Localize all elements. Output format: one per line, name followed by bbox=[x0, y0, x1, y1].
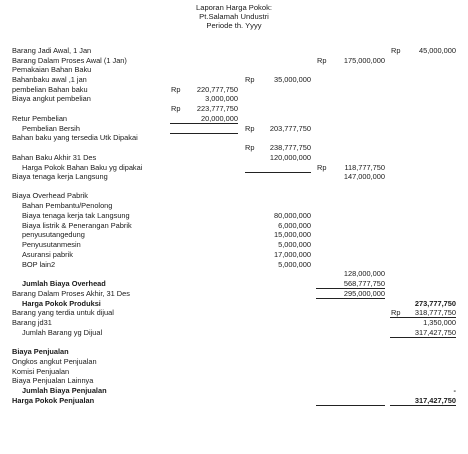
row-label: Bahan Pembantu/Penolong bbox=[22, 201, 113, 210]
currency-label: Rp bbox=[245, 75, 255, 84]
amount-value: 1,350,000 bbox=[423, 318, 456, 327]
amount-value: 147,000,000 bbox=[343, 172, 385, 181]
row-label: penyusutangedung bbox=[22, 230, 85, 239]
row-label: BOP lain2 bbox=[22, 260, 56, 269]
row-label: Jumlah Biaya Overhead bbox=[22, 279, 106, 288]
row-label: pembelian Bahan baku bbox=[12, 85, 88, 94]
row-label: Harga Pokok Bahan Baku yg dipakai bbox=[22, 163, 143, 172]
row-label: Biaya tenaga kerja tak Langsung bbox=[22, 211, 130, 220]
amount-value: 175,000,000 bbox=[343, 56, 385, 65]
subtotal-rule bbox=[316, 298, 385, 299]
row-label: Bahanbaku awal ,1 jan bbox=[12, 75, 87, 84]
company-name: Pt.Salamah Undustri bbox=[199, 12, 269, 21]
subtotal-rule bbox=[316, 405, 385, 406]
row-label: Ongkos angkut Penjualan bbox=[12, 357, 97, 366]
row-label: Harga Pokok Penjualan bbox=[12, 396, 95, 405]
currency-label: Rp bbox=[391, 308, 401, 317]
subtotal-rule bbox=[170, 133, 238, 134]
amount-value: 128,000,000 bbox=[343, 269, 385, 278]
row-label: Jumlah Barang yg Dijual bbox=[22, 328, 103, 337]
amount-value: 120,000,000 bbox=[269, 153, 311, 162]
amount-value: 568,777,750 bbox=[343, 279, 385, 288]
row-label: Biaya angkut pembelian bbox=[12, 94, 91, 103]
currency-label: Rp bbox=[245, 124, 255, 133]
row-label: Biaya Penjualan bbox=[12, 347, 69, 356]
currency-label: Rp bbox=[245, 143, 255, 152]
row-label: Barang Jadi Awal, 1 Jan bbox=[12, 46, 92, 55]
row-label: Barang Dalam Proses Awal (1 Jan) bbox=[12, 56, 127, 65]
row-label: Pembelian Bersih bbox=[22, 124, 80, 133]
row-label: Barang yang terdia untuk dijual bbox=[12, 308, 114, 317]
row-label: Bahan baku yang tersedia Utk Dipakai bbox=[12, 133, 138, 142]
row-label: Biaya listrik & Penerangan Pabrik bbox=[22, 221, 132, 230]
row-label: Retur Pembelian bbox=[12, 114, 68, 123]
subtotal-rule bbox=[170, 123, 238, 124]
amount-value: 220,777,750 bbox=[196, 85, 238, 94]
amount-value: 295,000,000 bbox=[343, 289, 385, 298]
amount-value: 80,000,000 bbox=[274, 211, 311, 220]
subtotal-rule bbox=[245, 172, 311, 173]
amount-value: 3,000,000 bbox=[205, 94, 238, 103]
row-label: Biaya tenaga kerja Langsung bbox=[12, 172, 108, 181]
currency-label: Rp bbox=[317, 163, 327, 172]
subtotal-rule bbox=[390, 317, 456, 318]
amount-value: 35,000,000 bbox=[274, 75, 311, 84]
amount-value: 118,777,750 bbox=[344, 163, 385, 172]
amount-value: - bbox=[453, 386, 456, 395]
row-label: Barang jd31 bbox=[12, 318, 52, 327]
row-label: Biaya Overhead Pabrik bbox=[12, 191, 88, 200]
amount-value: 223,777,750 bbox=[196, 104, 238, 113]
row-label: Jumlah Biaya Penjualan bbox=[22, 386, 107, 395]
amount-value: 273,777,750 bbox=[414, 299, 456, 308]
row-label: Asuransi pabrik bbox=[22, 250, 73, 259]
amount-value: 238,777,750 bbox=[269, 143, 311, 152]
amount-value: 317,427,750 bbox=[414, 396, 456, 405]
amount-value: 45,000,000 bbox=[419, 46, 456, 55]
amount-value: 5,000,000 bbox=[278, 260, 311, 269]
amount-value: 203,777,750 bbox=[269, 124, 311, 133]
amount-value: 317,427,750 bbox=[414, 328, 456, 337]
currency-label: Rp bbox=[171, 104, 181, 113]
row-label: Penyusutanmesin bbox=[22, 240, 81, 249]
row-label: Harga Pokok Produksi bbox=[22, 299, 101, 308]
amount-value: 17,000,000 bbox=[274, 250, 311, 259]
amount-value: 6,000,000 bbox=[278, 221, 311, 230]
amount-value: 5,000,000 bbox=[278, 240, 311, 249]
subtotal-rule bbox=[390, 337, 456, 338]
row-label: Komisi Penjualan bbox=[12, 367, 70, 376]
row-label: Biaya Penjualan Lainnya bbox=[12, 376, 94, 385]
row-label: Pemakaian Bahan Baku bbox=[12, 65, 92, 74]
report-title: Laporan Harga Pokok: bbox=[196, 3, 272, 12]
amount-value: 318,777,750 bbox=[414, 308, 456, 317]
amount-value: 20,000,000 bbox=[201, 114, 238, 123]
subtotal-rule bbox=[316, 288, 385, 289]
currency-label: Rp bbox=[317, 56, 327, 65]
row-label: Bahan Baku Akhir 31 Des bbox=[12, 153, 97, 162]
row-label: Barang Dalam Proses Akhir, 31 Des bbox=[12, 289, 130, 298]
subtotal-rule bbox=[390, 405, 456, 406]
report-period: Periode th. Yyyy bbox=[206, 21, 262, 30]
currency-label: Rp bbox=[171, 85, 181, 94]
amount-value: 15,000,000 bbox=[274, 230, 311, 239]
currency-label: Rp bbox=[391, 46, 401, 55]
